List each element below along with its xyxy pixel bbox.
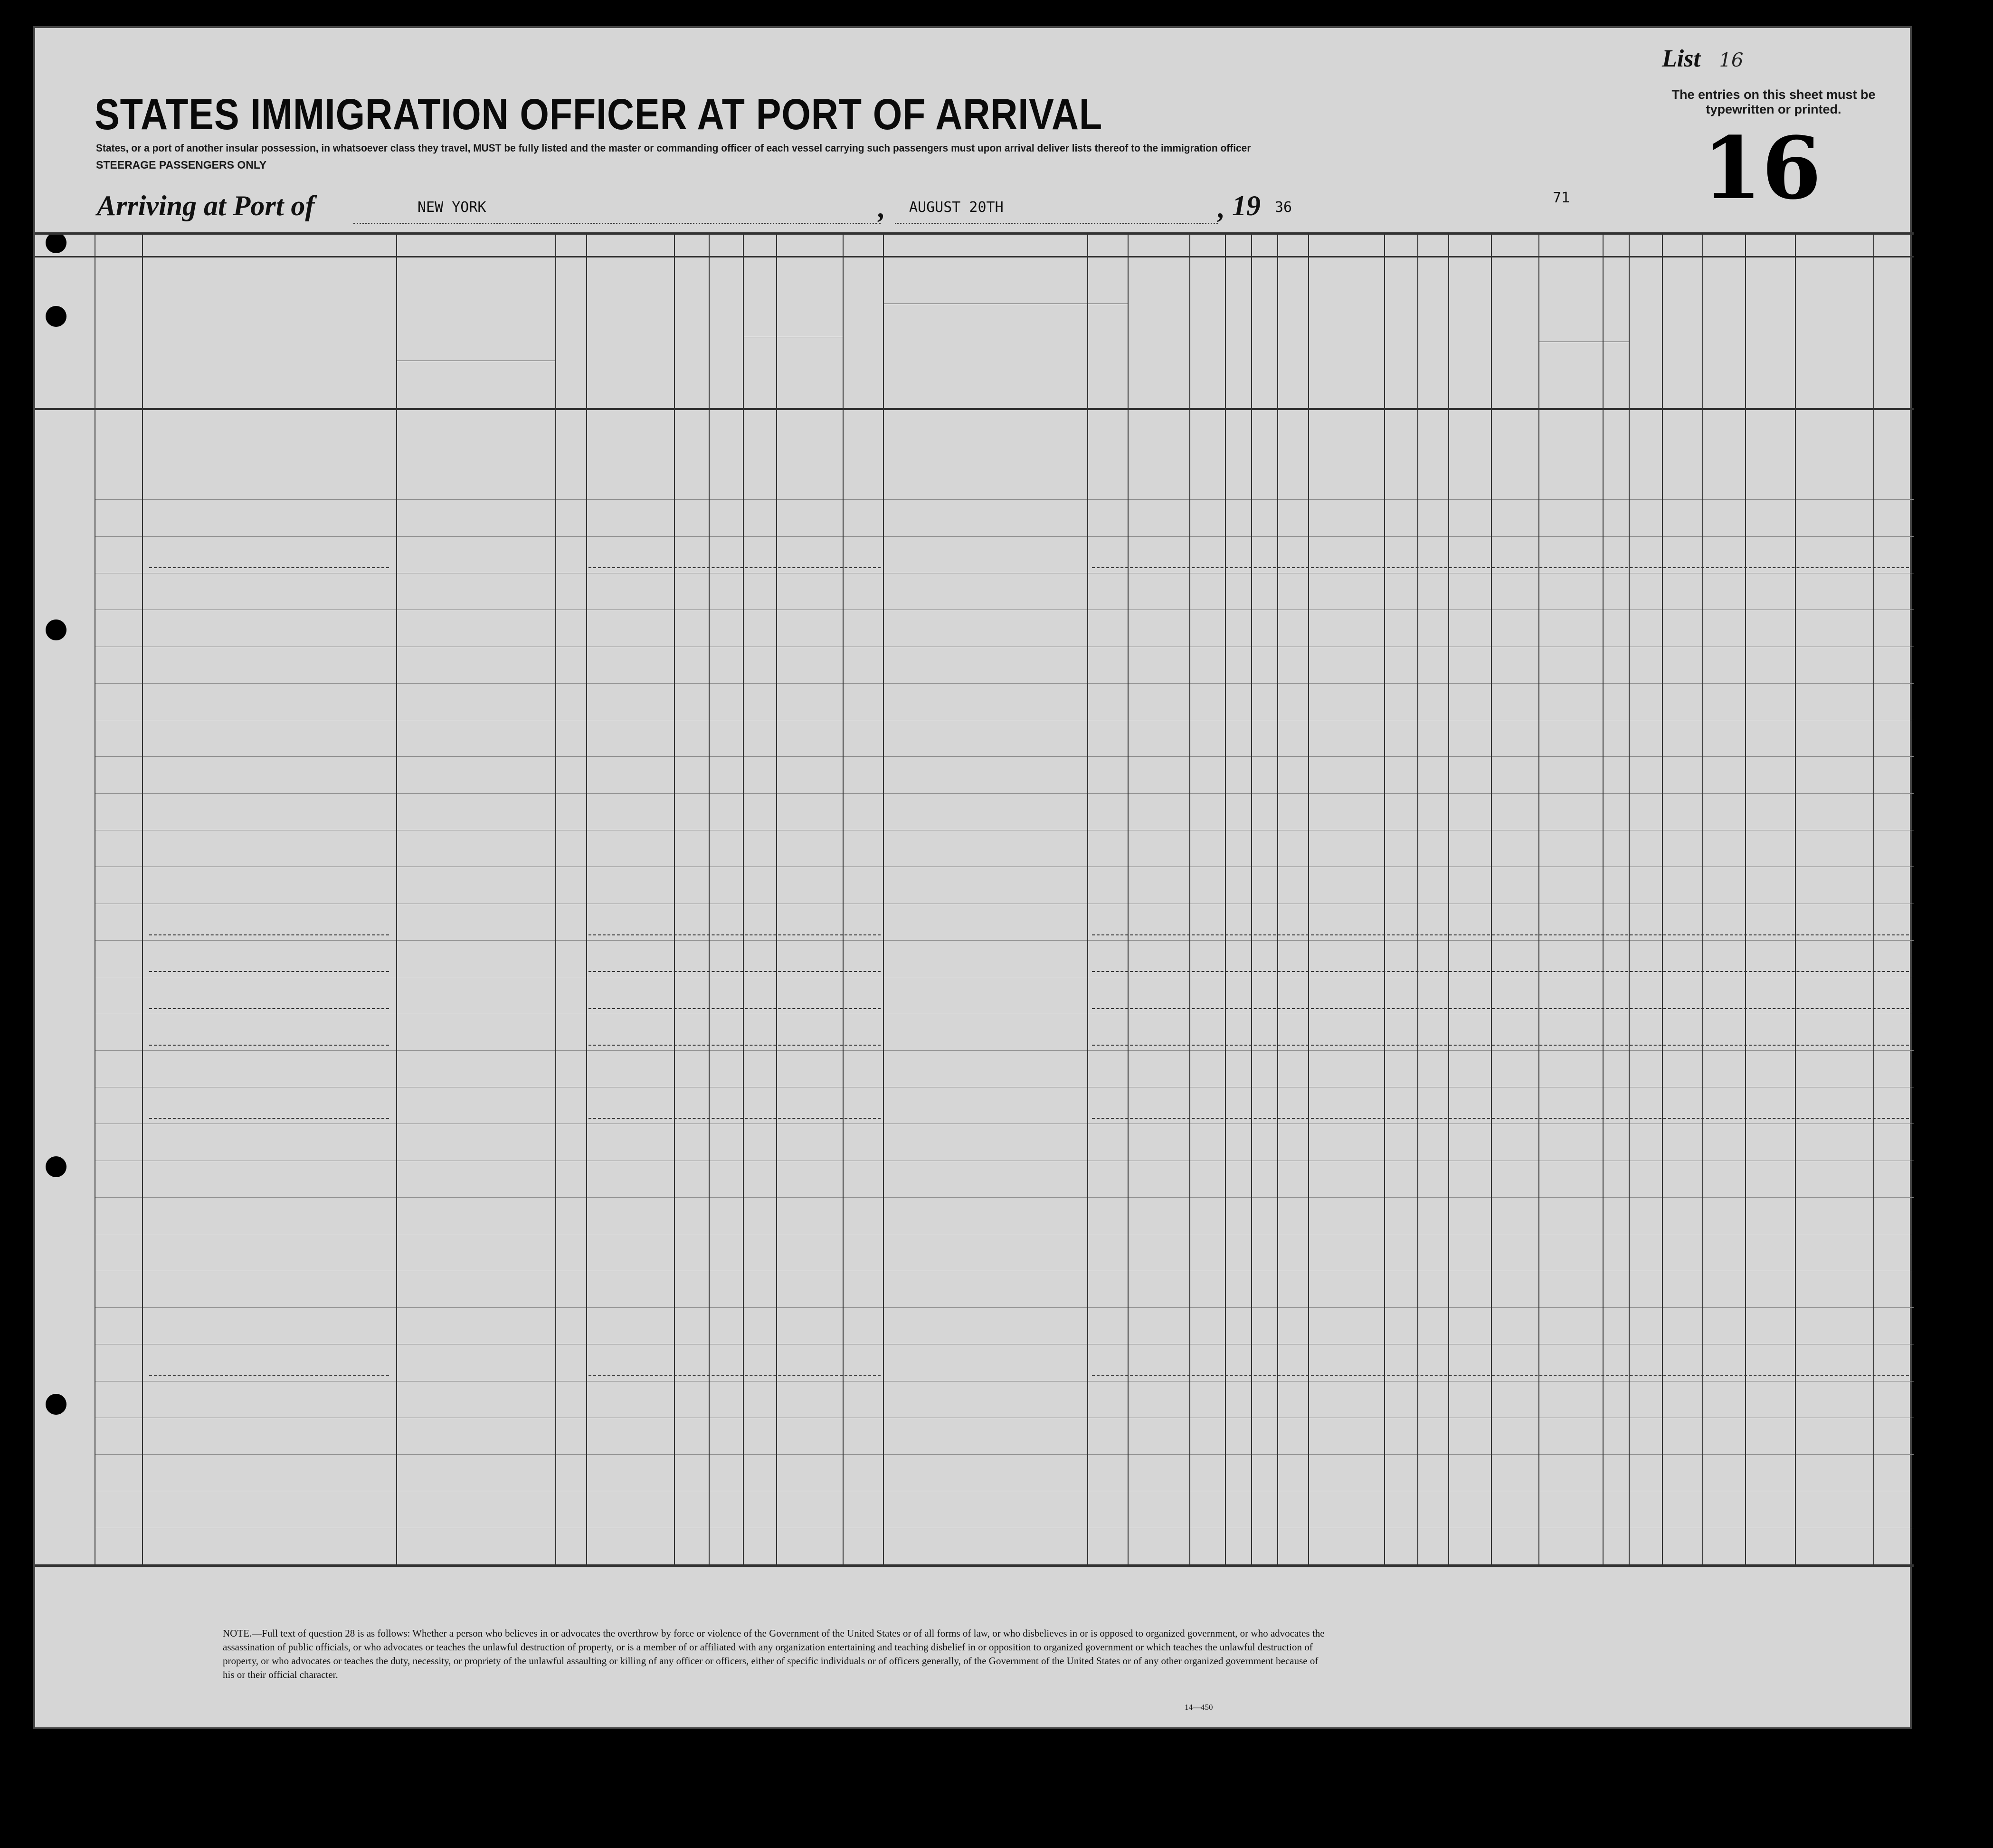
row-15-dash-ticket <box>588 971 881 972</box>
form-subtitle: States, or a port of another insular possession, in whatsoever class they travel, MUST be fully listed and the master or commanding officer of each vessel carrying such passengers must upon arrival deliver lists thereof to the immigration officer <box>96 142 1251 154</box>
column-rule <box>1189 232 1190 1564</box>
port-label: Arriving at Port of <box>97 190 315 221</box>
column-rule <box>1384 232 1385 1564</box>
column-rule <box>1417 232 1418 1564</box>
column-rule <box>1538 232 1539 1564</box>
row-rule <box>95 683 1914 684</box>
column-rule <box>1087 232 1088 1564</box>
row-15-dash-rest <box>1092 971 1909 972</box>
column-rule <box>1603 232 1604 1564</box>
typewritten-note: The entries on this sheet must be typewritten or printed. <box>1671 87 1876 116</box>
row-14-dash-rest <box>1092 934 1909 935</box>
row-16-dash-rel <box>149 1008 389 1009</box>
row-26-dash-rest <box>1092 1375 1909 1376</box>
steerage-label: STEERAGE PASSENGERS ONLY <box>96 159 267 171</box>
date-comma: , <box>1218 192 1225 224</box>
manifest-table <box>35 28 1914 1731</box>
table-bottom-rule <box>35 1564 1914 1567</box>
column-rule <box>396 232 397 1564</box>
form-title: STATES IMMIGRATION OFFICER AT PORT OF ARRIVAL <box>95 90 1103 139</box>
column-rule <box>555 232 556 1564</box>
column-rule <box>674 232 675 1564</box>
row-19-dash-rel <box>149 1118 389 1119</box>
row-rule <box>95 1307 1914 1308</box>
row-rule <box>95 536 1914 537</box>
column-rule <box>1629 232 1630 1564</box>
row-rule <box>95 1454 1914 1455</box>
row-26-dash-rel <box>149 1375 389 1376</box>
column-rule <box>1491 232 1492 1564</box>
extra-number: 71 <box>1553 190 1570 206</box>
row-17-dash-rel <box>149 1045 389 1046</box>
row-rule <box>95 793 1914 794</box>
column-rule <box>709 232 710 1564</box>
column-rule <box>1251 232 1252 1564</box>
column-rule <box>1128 232 1129 1564</box>
list-number-large: 16 <box>1702 118 1822 219</box>
column-rule <box>843 232 844 1564</box>
column-rule <box>586 232 587 1564</box>
list-number: 16 <box>1719 49 1744 71</box>
list-label: List <box>1662 45 1700 72</box>
table-top-rule <box>35 232 1914 235</box>
row-4-dash-ticket <box>588 567 881 568</box>
column-number-rule <box>35 256 1914 257</box>
row-rule <box>95 940 1914 941</box>
row-15-dash-rel <box>149 971 389 972</box>
row-rule <box>95 1050 1914 1051</box>
column-rule <box>1308 232 1309 1564</box>
date-value: AUGUST 20TH <box>909 199 1004 216</box>
year-suffix: 36 <box>1275 199 1292 216</box>
row-16-dash-ticket <box>588 1008 881 1009</box>
column-rule <box>1795 232 1796 1564</box>
column-rule <box>883 232 884 1564</box>
row-16-dash-rest <box>1092 1008 1909 1009</box>
column-rule <box>743 232 744 1564</box>
row-rule <box>95 1197 1914 1198</box>
row-17-dash-ticket <box>588 1045 881 1046</box>
row-rule <box>95 756 1914 757</box>
port-value: NEW YORK <box>418 199 486 216</box>
row-4-dash-rest <box>1092 567 1909 568</box>
column-rule <box>1662 232 1663 1564</box>
row-14-dash-ticket <box>588 934 881 935</box>
row-14-dash-rel <box>149 934 389 935</box>
column-rule <box>1745 232 1746 1564</box>
column-rule <box>776 232 777 1564</box>
row-17-dash-rest <box>1092 1045 1909 1046</box>
row-4-dash-rel <box>149 567 389 568</box>
header-bottom-rule <box>35 408 1914 410</box>
column-rule <box>1702 232 1703 1564</box>
footnote-question-28: NOTE.—Full text of question 28 is as follows: Whether a person who believes in or advocates the overthrow by force or violence of the Government of the United States or of all forms of law, or who disbelieves in or is opposed to organized government, or who advocates the assassination of public officials, or who advocates or teaches the unlawful destruction of property, or is a member of or affiliated with any organization entertaining and teaching disbelief in or opposition to organized government or which teaches the unlawful destruction of property, or who advocates or teaches the duty, necessity, or propriety of the unlawful assaulting or killing of any officer or officers, either of specific individuals or of officers generally, of the Government of the United States or of any other organized government because of his or their official character. <box>223 1628 1325 1680</box>
row-rule <box>95 499 1914 500</box>
row-19-dash-rest <box>1092 1118 1909 1119</box>
column-rule <box>1448 232 1449 1564</box>
port-comma: , <box>878 192 885 224</box>
form-number: 14—450 <box>1185 1703 1213 1712</box>
year-prefix: 19 <box>1232 190 1261 221</box>
manifest-sheet <box>33 26 1912 1729</box>
row-26-dash-ticket <box>588 1375 881 1376</box>
column-rule <box>142 232 143 1564</box>
column-rule <box>1225 232 1226 1564</box>
column-rule <box>1277 232 1278 1564</box>
row-19-dash-ticket <box>588 1118 881 1119</box>
column-rule <box>1873 232 1874 1564</box>
